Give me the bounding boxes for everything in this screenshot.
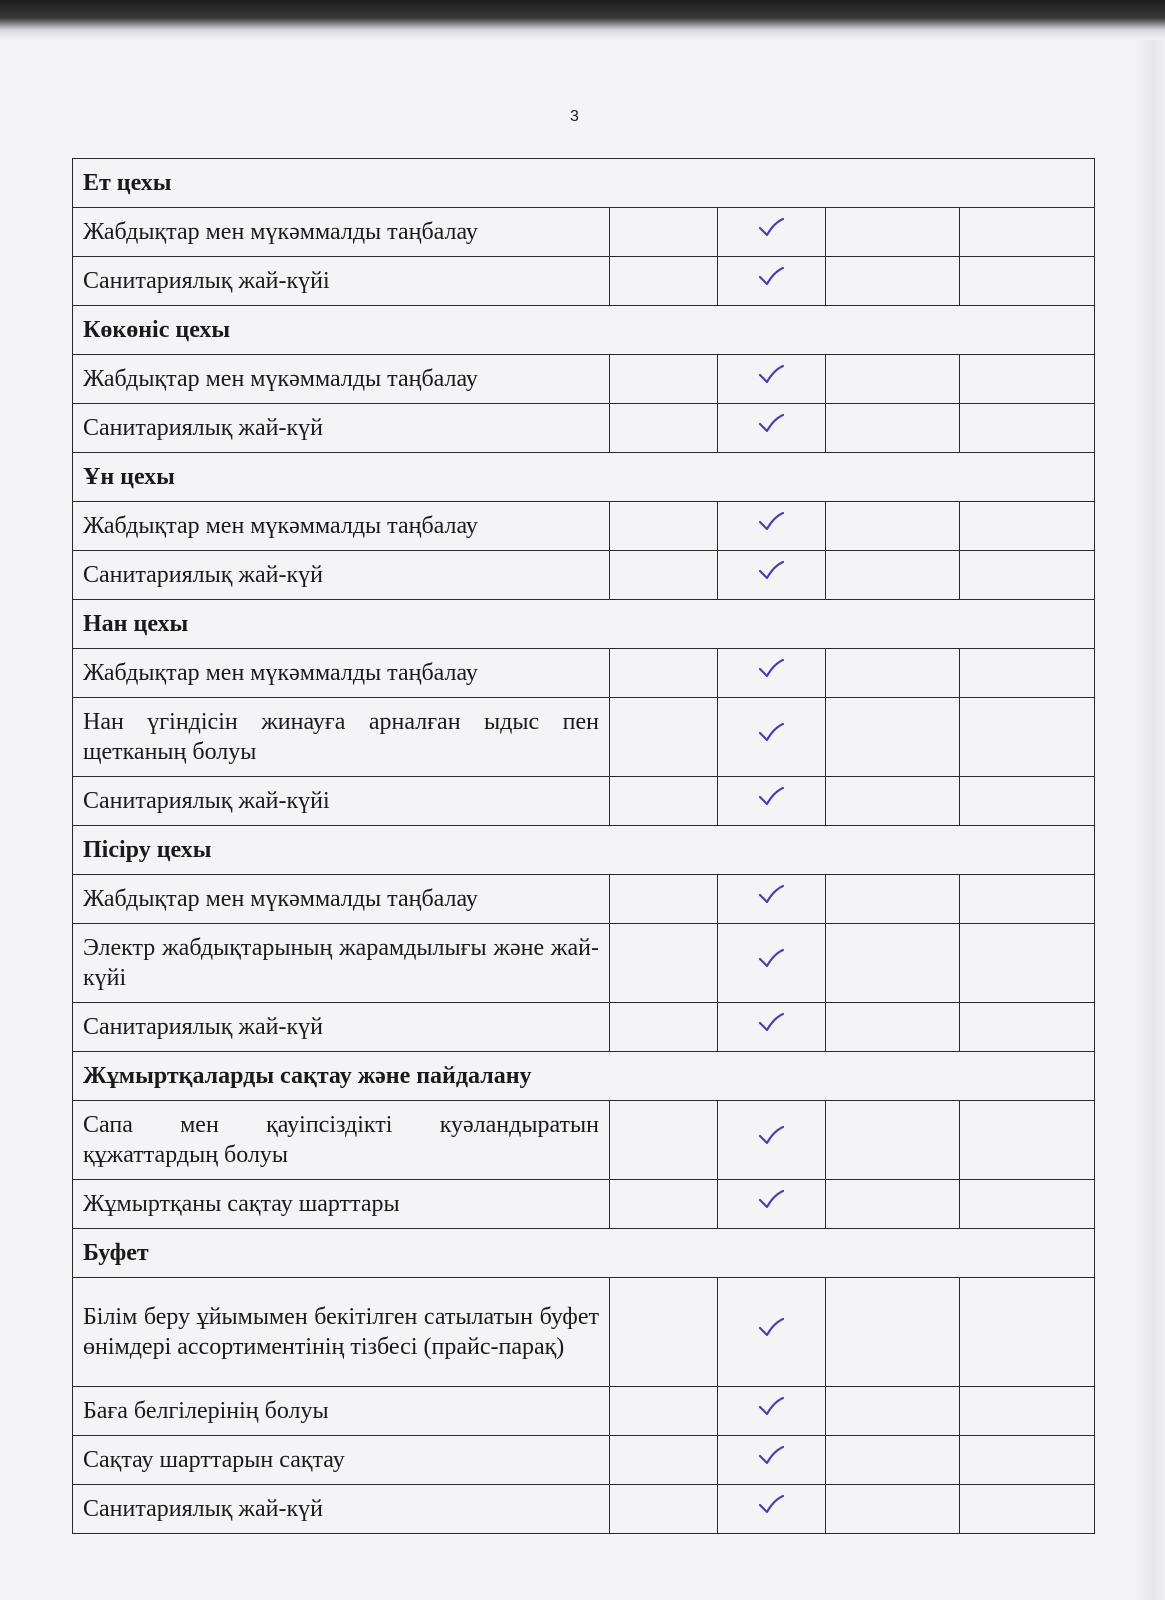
checkmark-icon [757, 1494, 785, 1516]
section-title: Жұмыртқаларды сақтау және пайдалану [73, 1052, 1095, 1101]
checklist-item-row [73, 1485, 1095, 1534]
section-title: Пісіру цехы [73, 826, 1095, 875]
checklist-item-row [73, 257, 1095, 306]
mark-cell-col-4[interactable] [960, 649, 1095, 698]
mark-cell-col-4[interactable] [960, 1180, 1095, 1229]
checklist-item-row [73, 1101, 1095, 1180]
checklist-item-label: Санитариялық жай-күйі [73, 257, 610, 306]
section-header-row [73, 159, 1095, 208]
checklist-item-label: Жұмыртқаны сақтау шарттары [73, 1180, 610, 1229]
mark-cell-col-3[interactable] [825, 502, 959, 551]
checklist-item-row [73, 777, 1095, 826]
mark-cell-col-1[interactable] [609, 1387, 717, 1436]
section-header-row [73, 826, 1095, 875]
mark-cell-col-4[interactable] [960, 502, 1095, 551]
mark-cell-col-4[interactable] [960, 1485, 1095, 1534]
mark-cell-col-1[interactable] [609, 1436, 717, 1485]
checklist-item-row [73, 1278, 1095, 1387]
mark-cell-col-2[interactable] [717, 1485, 825, 1534]
mark-cell-col-1[interactable] [609, 875, 717, 924]
checklist-item-label: Санитариялық жай-күйі [73, 777, 610, 826]
inspection-checklist-table [72, 158, 1095, 1534]
section-title: Ет цехы [73, 159, 1095, 208]
mark-cell-col-4[interactable] [960, 924, 1095, 1003]
mark-cell-col-3[interactable] [825, 1387, 959, 1436]
mark-cell-col-3[interactable] [825, 355, 959, 404]
section-title: Нан цехы [73, 600, 1095, 649]
checkmark-icon [757, 1012, 785, 1034]
mark-cell-col-4[interactable] [960, 875, 1095, 924]
checklist-item-label: Санитариялық жай-күй [73, 1003, 610, 1052]
checkmark-icon [757, 948, 785, 970]
mark-cell-col-1[interactable] [609, 1180, 717, 1229]
mark-cell-col-3[interactable] [825, 1436, 959, 1485]
checkmark-icon [757, 1317, 785, 1339]
checkmark-icon [757, 1396, 785, 1418]
mark-cell-col-4[interactable] [960, 208, 1095, 257]
mark-cell-col-2[interactable] [717, 355, 825, 404]
mark-cell-col-2[interactable] [717, 502, 825, 551]
mark-cell-col-4[interactable] [960, 698, 1095, 777]
checkmark-icon [757, 1125, 785, 1147]
mark-cell-col-2[interactable] [717, 777, 825, 826]
checklist-item-label: Жабдықтар мен мүкәммалды таңбалау [73, 502, 610, 551]
checkmark-icon [757, 658, 785, 680]
mark-cell-col-3[interactable] [825, 1278, 959, 1387]
checkmark-icon [757, 266, 785, 288]
section-title: Ұн цехы [73, 453, 1095, 502]
checklist-item-row [73, 1180, 1095, 1229]
mark-cell-col-1[interactable] [609, 1101, 717, 1180]
mark-cell-col-3[interactable] [825, 924, 959, 1003]
mark-cell-col-1[interactable] [609, 1278, 717, 1387]
checklist-body [73, 159, 1095, 1534]
checkmark-icon [757, 560, 785, 582]
mark-cell-col-4[interactable] [960, 1436, 1095, 1485]
checklist-item-label: Санитариялық жай-күй [73, 551, 610, 600]
mark-cell-col-2[interactable] [717, 1180, 825, 1229]
checkmark-icon [757, 511, 785, 533]
mark-cell-col-2[interactable] [717, 1003, 825, 1052]
mark-cell-col-1[interactable] [609, 355, 717, 404]
mark-cell-col-4[interactable] [960, 551, 1095, 600]
mark-cell-col-1[interactable] [609, 698, 717, 777]
checklist-item-label: Санитариялық жай-күй [73, 404, 610, 453]
mark-cell-col-1[interactable] [609, 551, 717, 600]
mark-cell-col-2[interactable] [717, 404, 825, 453]
mark-cell-col-4[interactable] [960, 355, 1095, 404]
checkmark-icon [757, 786, 785, 808]
mark-cell-col-3[interactable] [825, 1180, 959, 1229]
mark-cell-col-2[interactable] [717, 257, 825, 306]
checklist-item-row [73, 502, 1095, 551]
checkmark-icon [757, 413, 785, 435]
checklist-item-row [73, 208, 1095, 257]
mark-cell-col-4[interactable] [960, 257, 1095, 306]
mark-cell-col-4[interactable] [960, 777, 1095, 826]
mark-cell-col-1[interactable] [609, 404, 717, 453]
checklist-item-label: Сапа мен қауіпсіздікті куәландыратын құжаттардың болуы [73, 1101, 610, 1180]
mark-cell-col-2[interactable] [717, 1278, 825, 1387]
checklist-item-label: Электр жабдықтарының жарамдылығы және жай-күйі [73, 924, 610, 1003]
mark-cell-col-2[interactable] [717, 924, 825, 1003]
mark-cell-col-1[interactable] [609, 649, 717, 698]
mark-cell-col-1[interactable] [609, 924, 717, 1003]
checklist-item-row [73, 875, 1095, 924]
checklist-item-row [73, 1003, 1095, 1052]
mark-cell-col-4[interactable] [960, 1003, 1095, 1052]
scan-right-edge [1135, 40, 1165, 1600]
section-header-row [73, 600, 1095, 649]
checklist-item-label: Жабдықтар мен мүкәммалды таңбалау [73, 355, 610, 404]
checklist-item-label: Сақтау шарттарын сақтау [73, 1436, 610, 1485]
mark-cell-col-2[interactable] [717, 1101, 825, 1180]
mark-cell-col-3[interactable] [825, 649, 959, 698]
mark-cell-col-1[interactable] [609, 1003, 717, 1052]
checklist-item-label: Жабдықтар мен мүкәммалды таңбалау [73, 875, 610, 924]
mark-cell-col-3[interactable] [825, 1003, 959, 1052]
checkmark-icon [757, 722, 785, 744]
mark-cell-col-1[interactable] [609, 208, 717, 257]
checklist-item-row [73, 1387, 1095, 1436]
checkmark-icon [757, 884, 785, 906]
section-title: Көкөніс цехы [73, 306, 1095, 355]
mark-cell-col-2[interactable] [717, 551, 825, 600]
mark-cell-col-2[interactable] [717, 1387, 825, 1436]
checklist-item-row [73, 355, 1095, 404]
mark-cell-col-2[interactable] [717, 649, 825, 698]
scan-top-shadow [0, 0, 1165, 40]
checklist-item-row [73, 1436, 1095, 1485]
mark-cell-col-4[interactable] [960, 1278, 1095, 1387]
section-header-row [73, 306, 1095, 355]
mark-cell-col-1[interactable] [609, 257, 717, 306]
checklist-item-row [73, 924, 1095, 1003]
checklist-item-label: Нан үгіндісін жинауға арналған ыдыс пен щетканың болуы [73, 698, 610, 777]
mark-cell-col-1[interactable] [609, 1485, 717, 1534]
checkmark-icon [757, 217, 785, 239]
mark-cell-col-3[interactable] [825, 875, 959, 924]
checklist-item-label: Жабдықтар мен мүкәммалды таңбалау [73, 649, 610, 698]
checklist-item-label: Баға белгілерінің болуы [73, 1387, 610, 1436]
section-title: Буфет [73, 1229, 1095, 1278]
checkmark-icon [757, 1189, 785, 1211]
mark-cell-col-3[interactable] [825, 551, 959, 600]
checklist-item-label: Санитариялық жай-күй [73, 1485, 610, 1534]
section-header-row [73, 1052, 1095, 1101]
mark-cell-col-3[interactable] [825, 257, 959, 306]
checklist-item-label: Жабдықтар мен мүкәммалды таңбалау [73, 208, 610, 257]
mark-cell-col-3[interactable] [825, 404, 959, 453]
checklist-item-row [73, 698, 1095, 777]
mark-cell-col-4[interactable] [960, 1387, 1095, 1436]
mark-cell-col-2[interactable] [717, 1436, 825, 1485]
checklist-item-label: Білім беру ұйымымен бекітілген сатылатын буфет өнімдері ассортиментінің тізбесі (прайс-парақ) [73, 1278, 610, 1387]
mark-cell-col-1[interactable] [609, 502, 717, 551]
mark-cell-col-2[interactable] [717, 875, 825, 924]
mark-cell-col-4[interactable] [960, 404, 1095, 453]
mark-cell-col-3[interactable] [825, 1485, 959, 1534]
checklist-item-row [73, 551, 1095, 600]
mark-cell-col-3[interactable] [825, 1101, 959, 1180]
page-number: 3 [570, 108, 579, 125]
checkmark-icon [757, 364, 785, 386]
mark-cell-col-3[interactable] [825, 698, 959, 777]
checkmark-icon [757, 1445, 785, 1467]
mark-cell-col-2[interactable] [717, 698, 825, 777]
checklist-item-row [73, 649, 1095, 698]
section-header-row [73, 453, 1095, 502]
mark-cell-col-4[interactable] [960, 1101, 1095, 1180]
mark-cell-col-3[interactable] [825, 208, 959, 257]
mark-cell-col-1[interactable] [609, 777, 717, 826]
mark-cell-col-2[interactable] [717, 208, 825, 257]
checklist-item-row [73, 404, 1095, 453]
section-header-row [73, 1229, 1095, 1278]
mark-cell-col-3[interactable] [825, 777, 959, 826]
